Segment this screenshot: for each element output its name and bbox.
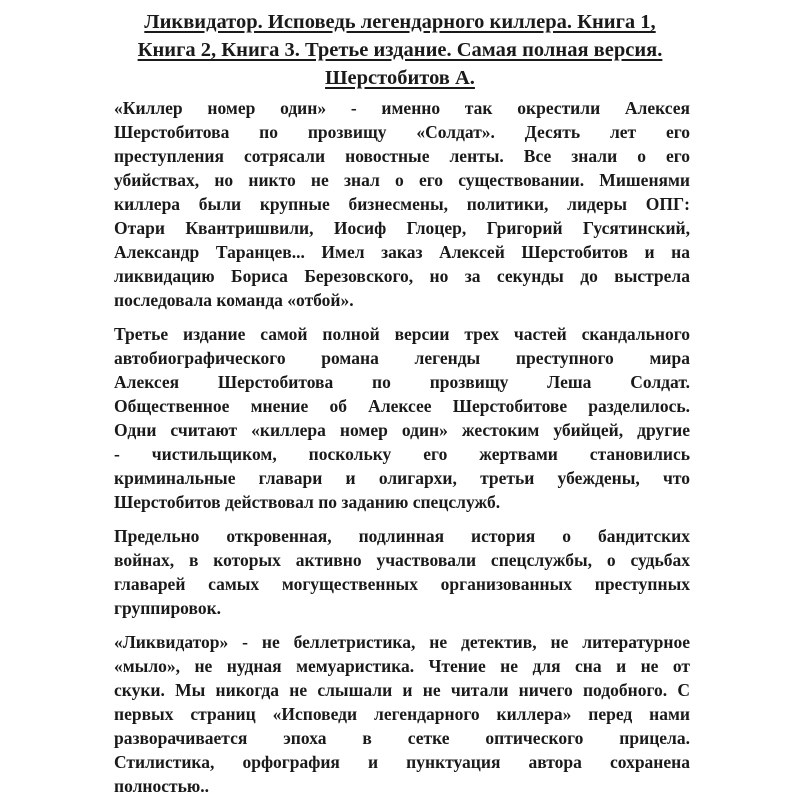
text-line: Стилистика, орфография и пунктуация автора сохранена [114,752,690,772]
text-line: Одни считают «киллера номер один» жестоким убийцей, другие [114,420,690,440]
text-line: «мыло», не нудная мемуаристика. Чтение не для сна и не от [114,656,690,676]
title-line: Шерстобитов А. [325,67,475,89]
title-line: Книга 2, Книга 3. Третье издание. Самая полная версия. [137,39,663,61]
title-line: Ликвидатор. Исповедь легендарного киллера. Книга 1, [144,11,656,33]
text-line: полностью.. [114,776,209,796]
text-line: «Ликвидатор» - не беллетристика, не детектив, не литературное [114,632,690,652]
text-line: убийствах, но никто не знал о его существовании. Мишенями [114,170,690,190]
paragraph [114,322,690,514]
text-line: преступления сотрясали новостные ленты. Все знали о его [114,146,690,166]
text-line: первых страниц «Исповеди легендарного киллера» перед нами [114,704,690,724]
text-line: Предельно откровенная, подлинная история о бандитских [114,526,690,546]
text-line: Александр Таранцев... Имел заказ Алексей Шерстобитов и на [114,242,690,262]
text-line: автобиографического романа легенды преступного мира [114,348,690,368]
text-line: Шерстобитова по прозвищу «Солдат». Десять лет его [114,122,690,142]
text-line: разворачивается эпоха в сетке оптического прицела. [114,728,690,748]
text-line: группировок. [114,598,222,618]
text-line: войнах, в которых активно участвовали спецслужбы, о судьбах [114,550,690,570]
text-line: скуки. Мы никогда не слышали и не читали ничего подобного. С [114,680,690,700]
text-line: «Киллер номер один» - именно так окрестили Алексея [114,98,690,118]
text-line: Отари Квантришвили, Иосиф Глоцер, Григорий Гусятинский, [114,218,690,238]
paragraph [114,96,690,312]
text-line: киллера были крупные бизнесмены, политики, лидеры ОПГ: [114,194,690,214]
text-line: - чистильщиком, поскольку его жертвами становились [114,444,690,464]
paragraph [114,630,690,798]
text-line: ликвидацию Бориса Березовского, но за секунды до выстрела [114,266,690,286]
document-title [100,8,700,92]
text-line: Алексея Шерстобитова по прозвищу Леша Солдат. [114,372,690,392]
paragraph [114,524,690,620]
text-line: последовала команда «отбой». [114,290,354,310]
text-line: криминальные главари и олигархи, третьи убеждены, что [114,468,690,488]
text-line: Общественное мнение об Алексее Шерстобитове разделилось. [114,396,690,416]
text-line: главарей самых могущественных организованных преступных [114,574,690,594]
document-body [114,96,690,808]
text-line: Шерстобитов действовал по заданию спецслужб. [114,492,501,512]
text-line: Третье издание самой полной версии трех частей скандального [114,324,690,344]
